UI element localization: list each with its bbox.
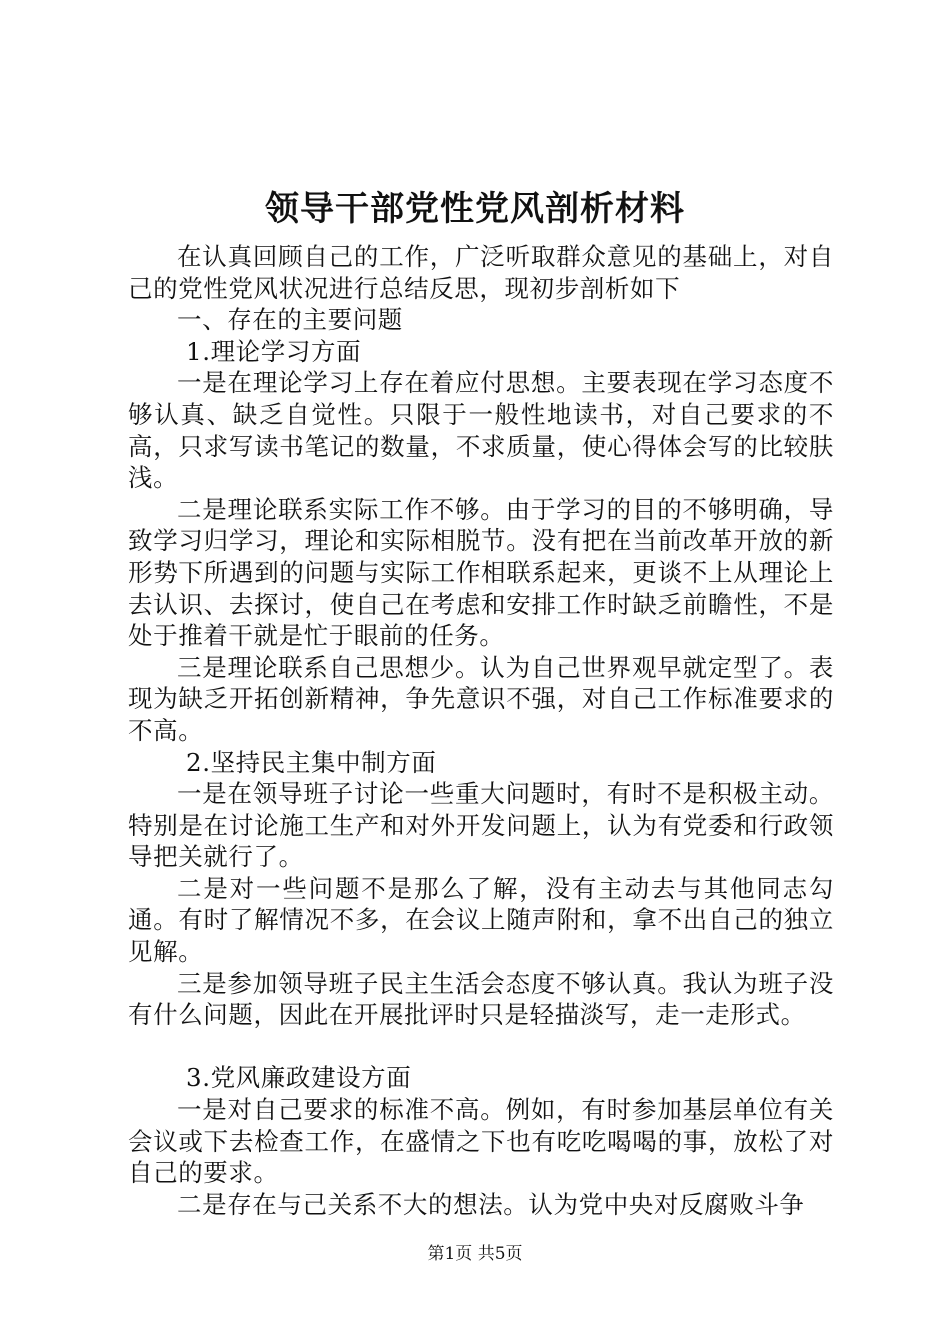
paragraph: 一是对自己要求的标准不高。例如，有时参加基层单位有关会议或下去检查工作，在盛情之下也有吃吃喝喝的事，放松了对自己的要求。 (128, 1095, 834, 1188)
section-heading: 一、存在的主要问题 (177, 305, 403, 335)
intro-paragraph: 在认真回顾自己的工作，广泛听取群众意见的基础上，对自己的党性党风状况进行总结反思，现初步剖析如下 (128, 242, 834, 303)
page-title: 领导干部党性党风剖析材料 (265, 189, 685, 229)
paragraph: 二是对一些问题不是那么了解，没有主动去与其他同志勾通。有时了解情况不多，在会议上随声附和，拿不出自己的独立见解。 (128, 873, 834, 967)
paragraph: 三是参加领导班子民主生活会态度不够认真。我认为班子没有什么问题，因此在开展批评时只是轻描淡写，走一走形式。 (128, 968, 834, 1030)
subsection-heading: 1.理论学习方面 (186, 336, 362, 366)
paragraph: 一是在理论学习上存在着应付思想。主要表现在学习态度不够认真、缺乏自觉性。只限于一般性地读书，对自己要求的不高，只求写读书笔记的数量，不求质量，使心得体会写的比较肤浅。 (128, 368, 834, 493)
page-number-footer: 第1页 共5页 (427, 1244, 523, 1264)
paragraph: 一是在领导班子讨论一些重大问题时，有时不是积极主动。特别是在讨论施工生产和对外开发问题上，认为有党委和行政领导把关就行了。 (128, 779, 834, 872)
paragraph: 三是理论联系自己思想少。认为自己世界观早就定型了。表现为缺乏开拓创新精神，争先意识不强，对自己工作标准要求的不高。 (128, 652, 834, 745)
subsection-heading: 3.党风廉政建设方面 (186, 1063, 412, 1093)
subsection-heading: 2.坚持民主集中制方面 (186, 747, 437, 777)
document-body (128, 241, 834, 1220)
paragraph: 二是理论联系实际工作不够。由于学习的目的不够明确，导致学习归学习，理论和实际相脱节。没有把在当前改革开放的新形势下所遇到的问题与实际工作相联系起来，更谈不上从理论上去认识、去探讨，使自己在考虑和安排工作时缺乏前瞻性，不是处于推着干就是忙于眼前的任务。 (128, 494, 834, 651)
blank-line (128, 1031, 834, 1063)
paragraph: 二是存在与己关系不大的想法。认为党中央对反腐败斗争 (177, 1189, 805, 1219)
